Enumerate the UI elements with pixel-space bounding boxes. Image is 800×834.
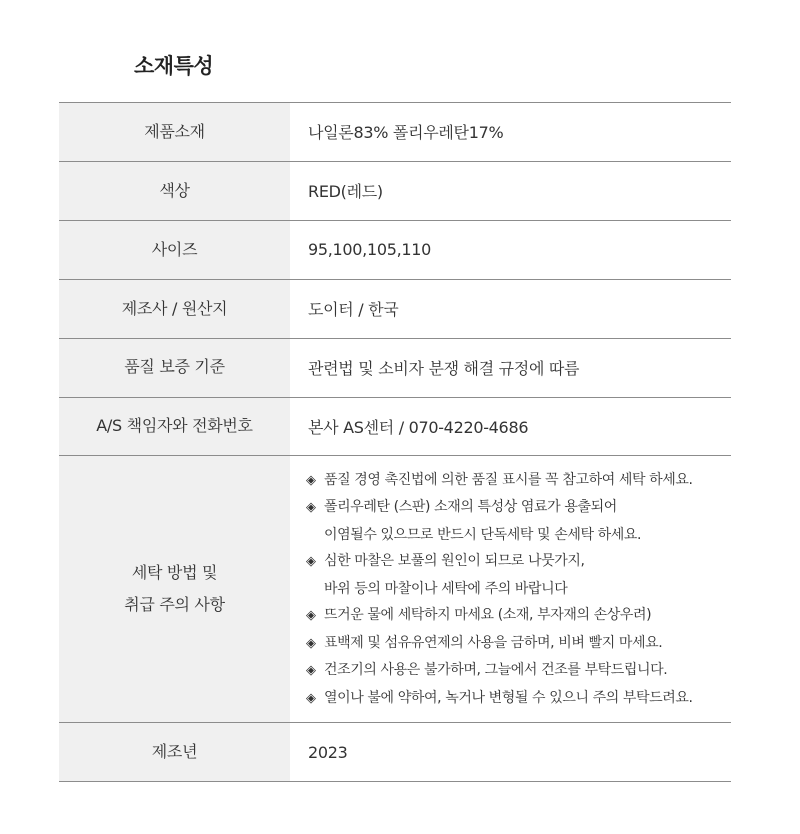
- row-label: 품질 보증 기준: [59, 339, 290, 397]
- row-value: 도이터 / 한국: [308, 300, 399, 320]
- diamond-bullet-icon: ◈: [306, 472, 316, 488]
- diamond-bullet-icon: ◈: [306, 554, 316, 570]
- row-value: 2023: [308, 742, 348, 762]
- diamond-bullet-icon: ◈: [306, 608, 316, 624]
- care-item: ◈ 품질 경영 촉진법에 의한 품질 표시를 꼭 참고하여 세탁 하세요.: [306, 467, 693, 495]
- row-value: 본사 AS센터 / 070-4220-4686: [308, 418, 529, 437]
- table-row-manufacture-year: [59, 723, 731, 782]
- care-item-continuation: 바위 등의 마찰이나 세탁에 주의 바랍니다: [324, 580, 568, 597]
- care-item: ◈ 심한 마찰은 보풀의 원인이 되므로 나뭇가지,: [306, 548, 585, 576]
- diamond-bullet-icon: ◈: [306, 663, 316, 679]
- row-label: 제조년: [59, 723, 290, 781]
- table-row-care-instructions: [59, 456, 731, 723]
- care-item: ◈ 표백제 및 섬유유연제의 사용을 금하며, 비벼 빨지 마세요.: [306, 630, 662, 658]
- care-label-line2: 취급 주의 사항: [124, 595, 225, 615]
- row-label: A/S 책임자와 전화번호: [59, 398, 290, 456]
- row-label: [59, 456, 290, 722]
- row-label: 색상: [59, 162, 290, 220]
- care-item-continuation: 이염될수 있으므로 반드시 단독세탁 및 손세탁 하세요.: [324, 526, 642, 543]
- diamond-bullet-icon: ◈: [306, 690, 316, 706]
- row-value: 95,100,105,110: [308, 240, 432, 260]
- care-item: ◈ 폴리우레탄 (스판) 소재의 특성상 염료가 용출되어: [306, 494, 617, 522]
- table-row-as-contact: [59, 398, 731, 457]
- table-row-size: [59, 221, 731, 280]
- row-value: 나일론83% 폴리우레탄17%: [308, 123, 504, 143]
- care-item: ◈ 뜨거운 물에 세탁하지 마세요 (소재, 부자재의 손상우려): [306, 602, 651, 630]
- care-instructions-list: [290, 456, 731, 722]
- row-label: 사이즈: [59, 221, 290, 279]
- diamond-bullet-icon: ◈: [306, 500, 316, 516]
- row-value: 관련법 및 소비자 분쟁 해결 규정에 따름: [308, 359, 580, 379]
- table-row-quality-standard: [59, 339, 731, 398]
- section-title: 소재특성: [134, 54, 214, 78]
- care-label-line1: 세탁 방법 및: [131, 563, 218, 583]
- care-item: ◈ 열이나 불에 약하여, 녹거나 변형될 수 있으니 주의 부탁드려요.: [306, 685, 693, 713]
- table-row-material: [59, 103, 731, 162]
- care-item: ◈ 건조기의 사용은 불가하며, 그늘에서 건조를 부탁드립니다.: [306, 657, 667, 685]
- diamond-bullet-icon: ◈: [306, 635, 316, 651]
- table-row-manufacturer: [59, 280, 731, 339]
- product-spec-table: [59, 102, 731, 782]
- table-row-color: [59, 162, 731, 221]
- row-label: 제조사 / 원산지: [59, 280, 290, 338]
- row-value: RED(레드): [308, 182, 383, 202]
- row-label: 제품소재: [59, 103, 290, 161]
